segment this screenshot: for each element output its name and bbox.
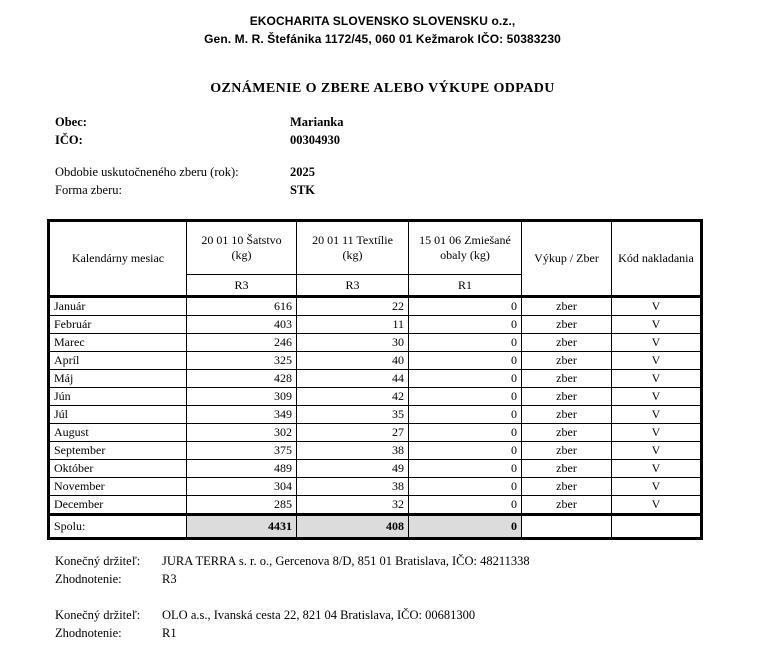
- cell-obaly: 0: [409, 388, 522, 406]
- cell-vykup: zber: [522, 297, 612, 316]
- cell-kod: V: [612, 460, 702, 478]
- final-holder-block-2: [55, 606, 475, 642]
- table-row: [49, 478, 702, 496]
- cell-vykup: zber: [522, 370, 612, 388]
- table-row: [49, 424, 702, 442]
- recovery-label: Zhodnotenie:: [55, 626, 122, 640]
- cell-obaly: 0: [409, 297, 522, 316]
- table-total-row: [49, 515, 702, 539]
- obdobie-value: 2025: [290, 165, 315, 179]
- recovery-value: R3: [162, 572, 177, 586]
- info-row-obdobie: [55, 164, 315, 182]
- total-label: Spolu:: [49, 515, 187, 539]
- table-row: [49, 460, 702, 478]
- holder-label: Konečný držiteľ:: [55, 608, 141, 622]
- cell-month: Apríl: [49, 352, 187, 370]
- info-row-forma: [55, 182, 315, 200]
- cell-obaly: 0: [409, 460, 522, 478]
- cell-month: December: [49, 496, 187, 515]
- org-address: Gen. M. R. Štefánika 1172/45, 060 01 Kežmarok IČO: 50383230: [204, 32, 561, 46]
- cell-vykup: zber: [522, 478, 612, 496]
- subheader-textilie: R3: [297, 275, 409, 297]
- cell-obaly: 0: [409, 478, 522, 496]
- col-header-month: Kalendárny mesiac: [49, 221, 187, 297]
- cell-vykup: zber: [522, 460, 612, 478]
- holder-label: Konečný držiteľ:: [55, 554, 141, 568]
- subheader-satstvo: R3: [187, 275, 297, 297]
- cell-textilie: 30: [297, 334, 409, 352]
- cell-satstvo: 489: [187, 460, 297, 478]
- cell-textilie: 32: [297, 496, 409, 515]
- cell-month: Október: [49, 460, 187, 478]
- cell-month: August: [49, 424, 187, 442]
- cell-textilie: 49: [297, 460, 409, 478]
- table-row: [49, 370, 702, 388]
- cell-textilie: 38: [297, 478, 409, 496]
- holder-value: JURA TERRA s. r. o., Gercenova 8/D, 851 01 Bratislava, IČO: 48211338: [162, 554, 530, 568]
- cell-obaly: 0: [409, 352, 522, 370]
- cell-textilie: 38: [297, 442, 409, 460]
- ico-value: 00304930: [290, 132, 340, 147]
- recovery-row: [55, 570, 530, 588]
- obdobie-label: Obdobie uskutočneného zberu (rok):: [55, 165, 239, 179]
- cell-textilie: 11: [297, 316, 409, 334]
- col-header-obaly: 15 01 06 Zmiešané obaly (kg): [409, 221, 522, 275]
- cell-satstvo: 349: [187, 406, 297, 424]
- total-kod-empty: [612, 515, 702, 539]
- info-row-ico: [55, 132, 343, 150]
- table-row: [49, 352, 702, 370]
- obec-value: Marianka: [290, 115, 344, 129]
- cell-kod: V: [612, 316, 702, 334]
- cell-month: November: [49, 478, 187, 496]
- col-header-vykup: Výkup / Zber: [522, 221, 612, 297]
- cell-kod: V: [612, 388, 702, 406]
- org-header: [0, 12, 765, 48]
- forma-value: STK: [290, 182, 316, 197]
- cell-vykup: zber: [522, 406, 612, 424]
- obec-label: Obec:: [55, 115, 87, 129]
- cell-textilie: 40: [297, 352, 409, 370]
- table-header-row: [49, 221, 702, 275]
- cell-vykup: zber: [522, 352, 612, 370]
- holder-value: OLO a.s., Ivanská cesta 22, 821 04 Bratislava, IČO: 00681300: [162, 608, 476, 622]
- cell-vykup: zber: [522, 316, 612, 334]
- cell-obaly: 0: [409, 334, 522, 352]
- cell-kod: V: [612, 352, 702, 370]
- total-textilie: 408: [297, 515, 409, 539]
- cell-satstvo: 428: [187, 370, 297, 388]
- total-obaly: 0: [409, 515, 522, 539]
- total-vykup-empty: [522, 515, 612, 539]
- cell-textilie: 22: [297, 297, 409, 316]
- page-title: OZNÁMENIE O ZBERE ALEBO VÝKUPE ODPADU: [210, 81, 555, 96]
- table-row: [49, 316, 702, 334]
- table-row: [49, 388, 702, 406]
- cell-month: Február: [49, 316, 187, 334]
- info-row-obec: [55, 114, 343, 132]
- org-name: EKOCHARITA SLOVENSKO SLOVENSKU o.z.,: [249, 14, 516, 28]
- cell-satstvo: 304: [187, 478, 297, 496]
- collection-info: [55, 164, 315, 199]
- cell-satstvo: 375: [187, 442, 297, 460]
- cell-textilie: 42: [297, 388, 409, 406]
- cell-month: Máj: [49, 370, 187, 388]
- cell-kod: V: [612, 478, 702, 496]
- holder-row: [55, 606, 475, 624]
- cell-textilie: 27: [297, 424, 409, 442]
- cell-kod: V: [612, 496, 702, 515]
- cell-month: Január: [49, 297, 187, 316]
- cell-vykup: zber: [522, 496, 612, 515]
- cell-satstvo: 325: [187, 352, 297, 370]
- cell-month: Júl: [49, 406, 187, 424]
- cell-obaly: 0: [409, 496, 522, 515]
- cell-textilie: 35: [297, 406, 409, 424]
- col-header-textilie: 20 01 11 Textílie (kg): [297, 221, 409, 275]
- cell-kod: V: [612, 334, 702, 352]
- table-row: [49, 297, 702, 316]
- table-row: [49, 406, 702, 424]
- cell-satstvo: 403: [187, 316, 297, 334]
- holder-row: [55, 552, 530, 570]
- cell-obaly: 0: [409, 406, 522, 424]
- municipality-info: [55, 114, 343, 149]
- col-header-satstvo: 20 01 10 Šatstvo (kg): [187, 221, 297, 275]
- cell-satstvo: 309: [187, 388, 297, 406]
- col-header-kod: Kód nakladania: [612, 221, 702, 297]
- cell-kod: V: [612, 297, 702, 316]
- cell-kod: V: [612, 424, 702, 442]
- cell-month: September: [49, 442, 187, 460]
- cell-vykup: zber: [522, 334, 612, 352]
- waste-table: [47, 219, 703, 540]
- cell-satstvo: 616: [187, 297, 297, 316]
- cell-kod: V: [612, 442, 702, 460]
- cell-textilie: 44: [297, 370, 409, 388]
- cell-month: Jún: [49, 388, 187, 406]
- cell-satstvo: 285: [187, 496, 297, 515]
- cell-obaly: 0: [409, 370, 522, 388]
- cell-satstvo: 302: [187, 424, 297, 442]
- recovery-row: [55, 624, 475, 642]
- cell-vykup: zber: [522, 442, 612, 460]
- cell-satstvo: 246: [187, 334, 297, 352]
- recovery-label: Zhodnotenie:: [55, 572, 122, 586]
- forma-label: Forma zberu:: [55, 182, 122, 197]
- cell-vykup: zber: [522, 424, 612, 442]
- recovery-value: R1: [162, 626, 177, 640]
- final-holder-block-1: [55, 552, 530, 588]
- table-row: [49, 334, 702, 352]
- cell-kod: V: [612, 406, 702, 424]
- ico-label: IČO:: [55, 132, 83, 147]
- table-row: [49, 496, 702, 515]
- table-row: [49, 442, 702, 460]
- cell-month: Marec: [49, 334, 187, 352]
- cell-obaly: 0: [409, 424, 522, 442]
- cell-vykup: zber: [522, 388, 612, 406]
- cell-kod: V: [612, 370, 702, 388]
- cell-obaly: 0: [409, 316, 522, 334]
- cell-obaly: 0: [409, 442, 522, 460]
- total-satstvo: 4431: [187, 515, 297, 539]
- subheader-obaly: R1: [409, 275, 522, 297]
